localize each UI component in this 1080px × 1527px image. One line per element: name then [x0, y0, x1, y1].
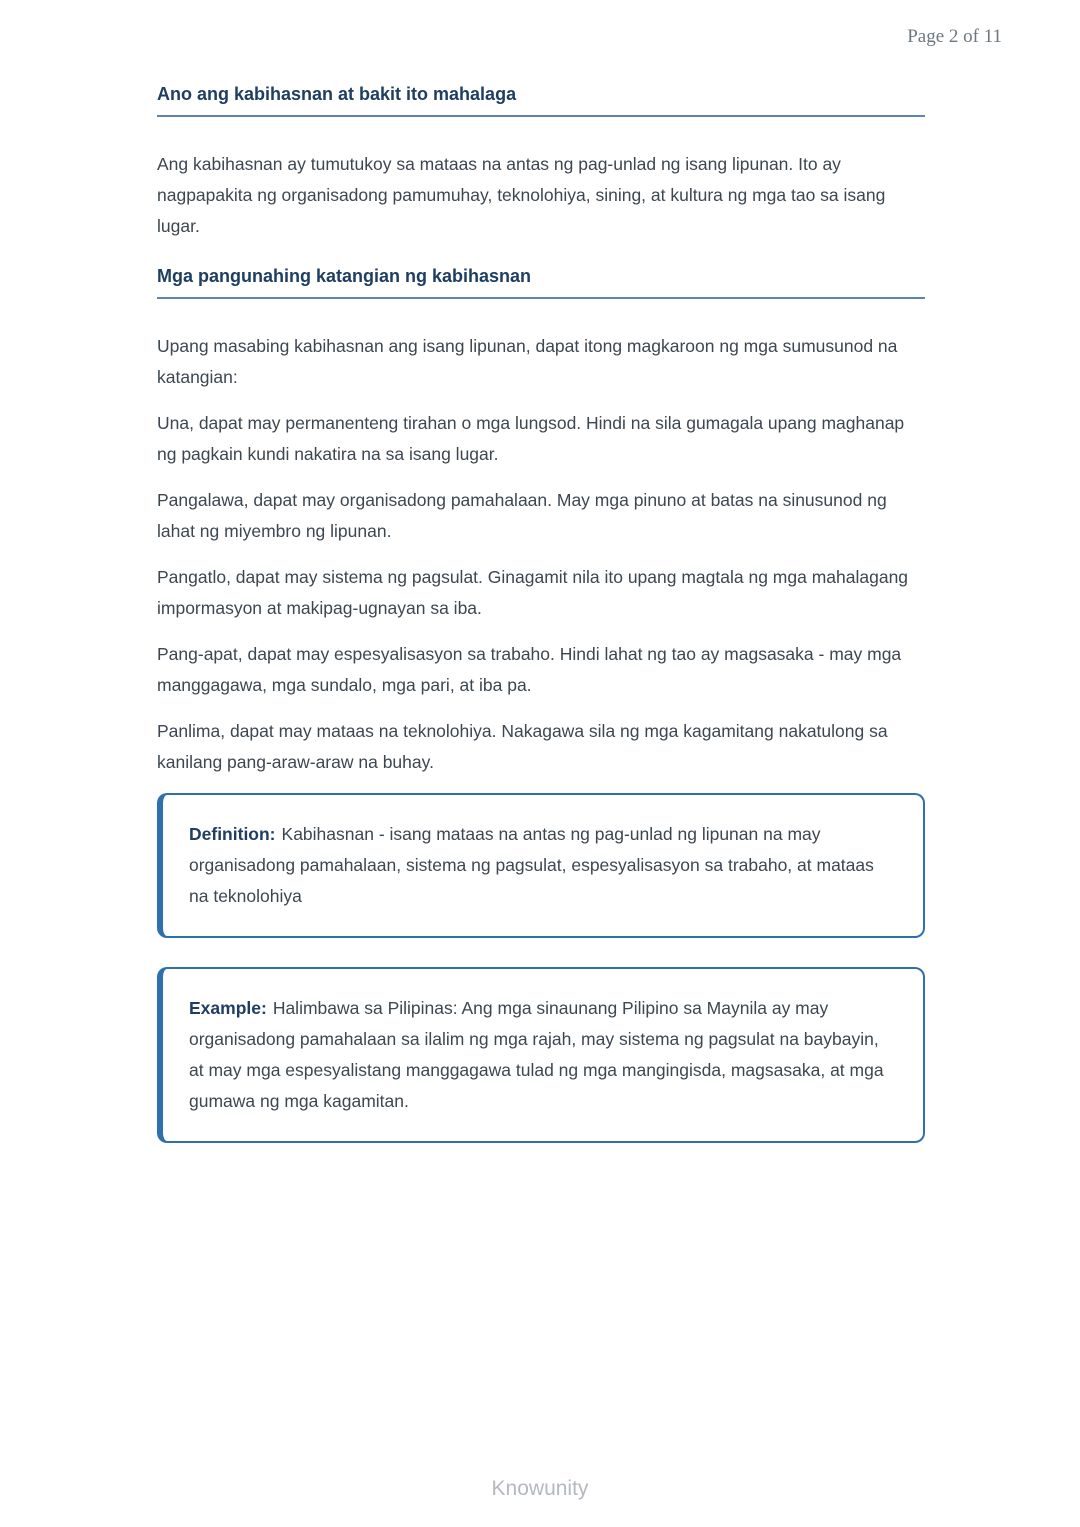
- section-2-heading: Mga pangunahing katangian ng kabihasnan: [157, 266, 532, 286]
- definition-text: [189, 819, 897, 912]
- paragraph: Pangatlo, dapat may sistema ng pagsulat. Ginagamit nila ito upang magtala ng mga mahalagang impormasyon at makipag-ugnayan sa iba.: [157, 567, 909, 618]
- example-box: [157, 967, 925, 1143]
- paragraph: Upang masabing kabihasnan ang isang lipunan, dapat itong magkaroon ng mga sumusunod na katangian:: [157, 336, 898, 387]
- example-text: [189, 993, 897, 1117]
- definition-box: [157, 793, 925, 938]
- definition-body: Kabihasnan - isang mataas na antas ng pag-unlad ng lipunan na may organisadong pamahalaan, sistema ng pagsulat, espesyalisasyon sa trabaho, at mataas na teknolohiya: [189, 824, 874, 906]
- paragraph: Pang-apat, dapat may espesyalisasyon sa trabaho. Hindi lahat ng tao ay magsasaka - may mga manggagawa, mga sundalo, mga pari, at iba pa.: [157, 644, 902, 695]
- section-1-heading: Ano ang kabihasnan at bakit ito mahalaga: [157, 84, 517, 104]
- section-1-header: [157, 84, 925, 117]
- example-label: Example:: [189, 998, 267, 1018]
- document-content: [157, 84, 925, 1143]
- paragraph: Pangalawa, dapat may organisadong pamahalaan. May mga pinuno at batas na sinusunod ng lahat ng miyembro ng lipunan.: [157, 490, 887, 541]
- footer-brand: Knowunity: [491, 1477, 589, 1500]
- page-number: Page 2 of 11: [907, 26, 1002, 47]
- paragraph: Una, dapat may permanenteng tirahan o mga lungsod. Hindi na sila gumagala upang maghanap ng pagkain kundi nakatira na sa isang lugar.: [157, 413, 905, 464]
- intro-paragraph: Ang kabihasnan ay tumutukoy sa mataas na antas ng pag-unlad ng isang lipunan. Ito ay nagpapakita ng organisadong pamumuhay, teknolohiya, sining, at kultura ng mga tao sa isang lugar.: [157, 154, 886, 236]
- example-body: Halimbawa sa Pilipinas: Ang mga sinaunang Pilipino sa Maynila ay may organisadong pamahalaan sa ilalim ng mga rajah, may sistema ng pagsulat na baybayin, at may mga espesyalistang manggagawa tulad ng mga mangingisda, magsasaka, at mga gumawa ng mga kagamitan.: [189, 998, 884, 1111]
- section-2-header: [157, 266, 925, 299]
- definition-label: Definition:: [189, 824, 276, 844]
- paragraph: Panlima, dapat may mataas na teknolohiya. Nakagawa sila ng mga kagamitang nakatulong sa kanilang pang-araw-araw na buhay.: [157, 721, 888, 772]
